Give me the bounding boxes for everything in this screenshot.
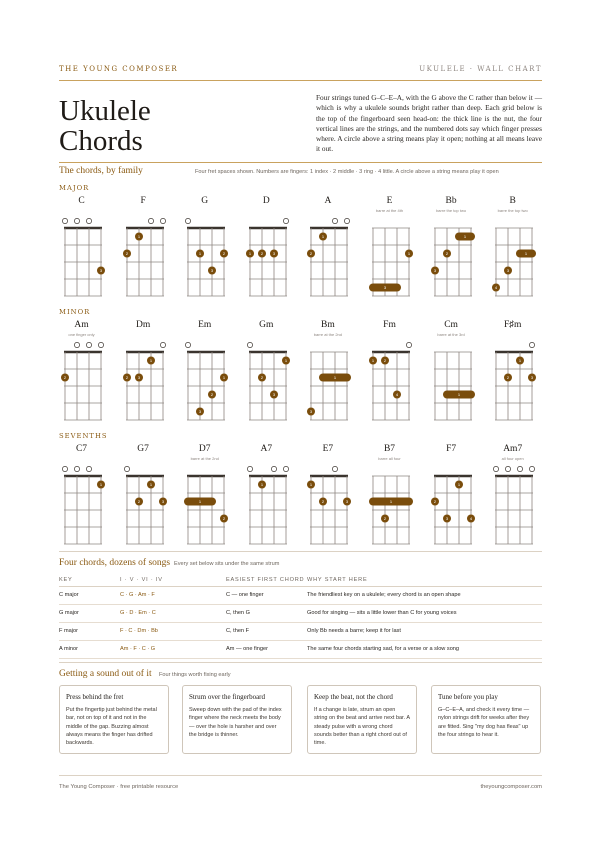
fretboard-svg [490, 320, 550, 430]
open-string-marker [186, 342, 191, 347]
open-string-marker [160, 218, 165, 223]
finger-number: 1 [260, 482, 263, 487]
table-cell: G major [59, 604, 120, 622]
open-string-marker [518, 466, 523, 471]
chord-note: barre the top two [497, 208, 528, 213]
chord-note: one finger only [68, 332, 95, 337]
col-key: KEY [59, 574, 120, 586]
chord-diagram [367, 320, 427, 430]
open-string-marker [160, 342, 165, 347]
finger-number: 2 [383, 516, 387, 521]
fretboard-svg [121, 320, 181, 430]
chord-name: Am7 [503, 444, 523, 454]
chord-diagram [121, 320, 181, 430]
open-string-marker [247, 466, 252, 471]
table-cell: F · C · Dm · Bb [120, 622, 226, 640]
open-string-marker [62, 218, 67, 223]
chord-diagram [182, 320, 242, 430]
chord-diagram [182, 196, 242, 306]
chord-diagram [429, 196, 489, 306]
songs-table [59, 574, 542, 659]
family-label: MAJOR [59, 184, 90, 192]
chord-note: barre all four [378, 456, 401, 461]
chord-name: Am [74, 320, 89, 330]
chord-diagram [59, 320, 119, 430]
songs-section-title: Four chords, dozens of songs [59, 558, 171, 568]
fretboard-svg [305, 196, 365, 306]
tip-body: Put the fingertip just behind the metal bar, not on top of it and not in the middle of the gap. Buzzing almost always means the finger has drifted backwards. [66, 707, 157, 747]
intro-text: Four strings tuned G–C–E–A, with the G above the C rather than below it — which is why a ukulele sounds bright rather than deep. Each grid below is the top of the fingerboard seen head-on: the thick line is the nut, the four vertical lines are the strings, and the numbered dots say which finger presses where. A circle above a string means play it open; nothing at all means leave it out. [316, 93, 542, 154]
finger-number: 3 [161, 499, 164, 504]
finger-number: 2 [223, 516, 226, 521]
finger-number: 1 [463, 234, 466, 239]
table-cell: G · D · Em · C [120, 604, 226, 622]
chord-name: C [78, 196, 85, 206]
chord-diagram [429, 320, 489, 430]
fretboard-svg [305, 320, 365, 430]
tip-body: G–C–E–A, and check it every time — nylon strings drift for weeks after they are fitted. Sing "my dog has fleas" up the four strings to hear it. [438, 707, 530, 738]
finger-number: 1 [199, 251, 202, 256]
finger-number: 3 [199, 409, 202, 414]
col-why: WHY START HERE [307, 574, 542, 586]
open-string-marker [86, 342, 91, 347]
chord-name: Cm [444, 320, 458, 330]
chord-diagram [305, 444, 365, 554]
chord-diagram [244, 320, 304, 430]
chord-diagram [59, 196, 119, 306]
fretboard-svg [429, 320, 489, 430]
open-string-marker [124, 466, 129, 471]
finger-number: 3 [445, 516, 448, 521]
title-line-1: Ukulele [59, 95, 151, 127]
finger-number: 1 [407, 251, 411, 256]
finger-number: 3 [531, 375, 534, 380]
tip-card [59, 685, 169, 754]
finger-number: 3 [137, 375, 140, 380]
chord-name: Bm [321, 320, 335, 330]
finger-number: 2 [211, 392, 214, 397]
finger-number: 2 [125, 251, 128, 256]
chord-diagram [490, 444, 550, 554]
divider [59, 551, 542, 552]
tip-card [431, 685, 541, 754]
chord-name: C7 [75, 444, 88, 454]
table-row [59, 640, 542, 658]
fretboard-svg [367, 196, 427, 306]
table-cell: The same four chords starting sad, for a verse or a slow song [307, 640, 542, 658]
fretboard-svg [182, 196, 242, 306]
chord-name: G7 [137, 444, 149, 454]
chord-name: Fm [383, 320, 396, 330]
open-string-marker [74, 342, 79, 347]
open-string-marker [62, 466, 67, 471]
open-string-marker [406, 342, 411, 347]
finger-number: 1 [525, 251, 528, 256]
table-cell: C — one finger [226, 586, 307, 604]
finger-number: 4 [495, 285, 498, 290]
fretboard-svg [367, 320, 427, 430]
finger-number: 3 [211, 268, 214, 273]
chord-note: barre the top two [436, 208, 467, 213]
chord-diagram [305, 196, 365, 306]
finger-number: 3 [272, 392, 275, 397]
finger-number: 2 [310, 251, 313, 256]
chords-section-note: Four fret spaces shown. Numbers are fingers: 1 index · 2 middle · 3 ring · 4 little. A circle above a string means play it open [195, 169, 499, 175]
chord-name: B7 [383, 444, 396, 454]
fretboard-svg [244, 196, 304, 306]
fretboard-svg [121, 444, 181, 554]
page-title [59, 96, 151, 156]
finger-number: 1 [310, 482, 313, 487]
finger-number: 1 [248, 251, 251, 256]
chord-name: B [509, 196, 516, 206]
finger-number: 1 [99, 482, 103, 487]
open-string-marker [283, 218, 288, 223]
chord-diagram [490, 196, 550, 306]
family-label: SEVENTHS [59, 432, 108, 440]
table-cell: F major [59, 622, 120, 640]
fretboard-svg [305, 444, 365, 554]
open-string-marker [494, 466, 499, 471]
tip-body: Sweep down with the pad of the index finger where the neck meets the body — over the hole is harsher and over the bridge is thinner. [189, 707, 282, 738]
open-string-marker [506, 466, 511, 471]
family-label: MINOR [59, 308, 91, 316]
fretboard-svg [429, 444, 489, 554]
open-string-marker [86, 466, 91, 471]
table-cell: C, then G [226, 604, 307, 622]
chord-diagram [490, 320, 550, 430]
title-line-2: Chords [59, 125, 143, 157]
fretboard-svg [59, 196, 119, 306]
finger-number: 3 [310, 409, 313, 414]
open-string-marker [333, 218, 338, 223]
table-cell: Am · F · C · G [120, 640, 226, 658]
chord-name: D7 [198, 444, 211, 454]
table-cell: Good for singing — sits a little lower than C for young voices [307, 604, 542, 622]
open-string-marker [271, 466, 276, 471]
finger-number: 1 [199, 499, 202, 504]
open-string-marker [74, 218, 79, 223]
col-progression: I · V · VI · IV [120, 574, 226, 586]
finger-number: 3 [99, 268, 103, 273]
table-cell: Only Bb needs a barre; keep it for last [307, 622, 542, 640]
chord-diagram [367, 444, 427, 554]
chord-note: barre at the 3rd [437, 332, 465, 337]
table-cell: The friendliest key on a ukulele; every chord is an open shape [307, 586, 542, 604]
tip-body: If a change is late, strum an open string on the beat and arrive next bar. A steady pulse with a wrong chord sounds better than a right chord out of time. [314, 707, 410, 747]
finger-number: 4 [469, 516, 472, 521]
finger-number: 1 [371, 358, 375, 363]
sound-section-title: Getting a sound out of it [59, 669, 152, 679]
table-cell: Am — one finger [226, 640, 307, 658]
finger-number: 1 [223, 375, 226, 380]
chords-section-title: The chords, by family [59, 166, 143, 176]
chord-name: E [386, 196, 393, 206]
tip-title: Tune before you play [438, 693, 498, 701]
fretboard-svg [490, 444, 550, 554]
chord-name: Dm [135, 320, 151, 330]
finger-number: 2 [260, 375, 263, 380]
chord-note: all four open [501, 456, 524, 461]
finger-number: 1 [457, 392, 460, 397]
finger-number: 2 [507, 375, 510, 380]
fretboard-svg [367, 444, 427, 554]
table-cell: C, then F [226, 622, 307, 640]
chord-name: D [262, 196, 270, 206]
finger-number: 1 [389, 499, 393, 504]
finger-number: 2 [260, 251, 263, 256]
chord-name: F7 [446, 444, 457, 454]
divider [59, 162, 542, 163]
table-header-row [59, 574, 542, 586]
open-string-marker [186, 218, 191, 223]
chord-name: E7 [322, 444, 334, 454]
tip-card [307, 685, 417, 754]
tip-card [182, 685, 292, 754]
table-row [59, 622, 542, 640]
finger-number: 3 [346, 499, 349, 504]
chord-diagram [429, 444, 489, 554]
finger-number: 2 [125, 375, 128, 380]
open-string-marker [333, 466, 338, 471]
chord-diagram [121, 444, 181, 554]
finger-number: 2 [433, 499, 436, 504]
finger-number: 2 [383, 358, 387, 363]
finger-number: 1 [519, 358, 522, 363]
finger-number: 1 [322, 234, 325, 239]
open-string-marker [86, 218, 91, 223]
fretboard-svg [429, 196, 489, 306]
finger-number: 2 [445, 251, 448, 256]
finger-number: 2 [137, 499, 140, 504]
chord-name: A [324, 196, 332, 206]
chord-note: barre at the 2nd [313, 332, 343, 337]
finger-number: 2 [223, 251, 226, 256]
open-string-marker [530, 466, 535, 471]
chord-note: barre at the 2nd [190, 456, 219, 461]
finger-number: 2 [63, 375, 67, 380]
fretboard-svg [182, 444, 242, 554]
finger-number: 1 [334, 375, 337, 380]
table-cell: A minor [59, 640, 120, 658]
col-first-chord: EASIEST FIRST CHORD [226, 574, 307, 586]
chord-diagram [59, 444, 119, 554]
sound-section-note: Four things worth fixing early [159, 672, 231, 678]
fretboard-svg [244, 444, 304, 554]
tip-title: Keep the beat, not the chord [314, 693, 393, 701]
open-string-marker [530, 342, 535, 347]
chord-name: Bb [445, 196, 457, 206]
table-cell: C · G · Am · F [120, 586, 226, 604]
open-string-marker [148, 218, 153, 223]
finger-number: 1 [457, 482, 460, 487]
chord-name: F [140, 196, 146, 206]
chord-diagram [244, 444, 304, 554]
table-cell: C major [59, 586, 120, 604]
fretboard-svg [182, 320, 242, 430]
divider [59, 662, 542, 663]
chord-name: Gm [259, 320, 274, 330]
divider [59, 775, 542, 776]
tip-title: Strum over the fingerboard [189, 693, 266, 701]
finger-number: 2 [322, 499, 325, 504]
open-string-marker [74, 466, 79, 471]
fretboard-svg [121, 196, 181, 306]
open-string-marker [283, 466, 288, 471]
divider [59, 80, 542, 81]
open-string-marker [247, 342, 252, 347]
fretboard-svg [59, 444, 119, 554]
finger-number: 3 [433, 268, 436, 273]
chord-name: F♯m [503, 320, 522, 330]
tip-title: Press behind the fret [66, 693, 124, 701]
chord-name: G [201, 196, 209, 206]
chord-diagram [182, 444, 242, 554]
finger-number: 1 [284, 358, 287, 363]
chord-diagram [121, 196, 181, 306]
finger-number: 3 [272, 251, 275, 256]
songs-section-note: Every set below sits under the same strum [174, 561, 280, 567]
footer-url: theyoungcomposer.com [480, 784, 542, 790]
section-label: UKULELE · WALL CHART [419, 65, 542, 73]
finger-number: 1 [149, 358, 152, 363]
fretboard-svg [244, 320, 304, 430]
finger-number: 3 [383, 285, 387, 290]
chord-diagram [244, 196, 304, 306]
fretboard-svg [490, 196, 550, 306]
table-row [59, 586, 542, 604]
fretboard-svg [59, 320, 119, 430]
open-string-marker [345, 218, 350, 223]
table-row [59, 604, 542, 622]
footer-left: The Young Composer · free printable resource [59, 784, 179, 790]
finger-number: 4 [395, 392, 399, 397]
chord-diagram [305, 320, 365, 430]
open-string-marker [98, 342, 103, 347]
finger-number: 1 [149, 482, 152, 487]
chord-diagram [367, 196, 427, 306]
finger-number: 3 [507, 268, 510, 273]
chord-name: Em [198, 320, 212, 330]
finger-number: 1 [137, 234, 140, 239]
chord-note: barre at the 4th [375, 208, 404, 213]
chord-name: A7 [260, 444, 273, 454]
brand-name: THE YOUNG COMPOSER [59, 65, 179, 73]
